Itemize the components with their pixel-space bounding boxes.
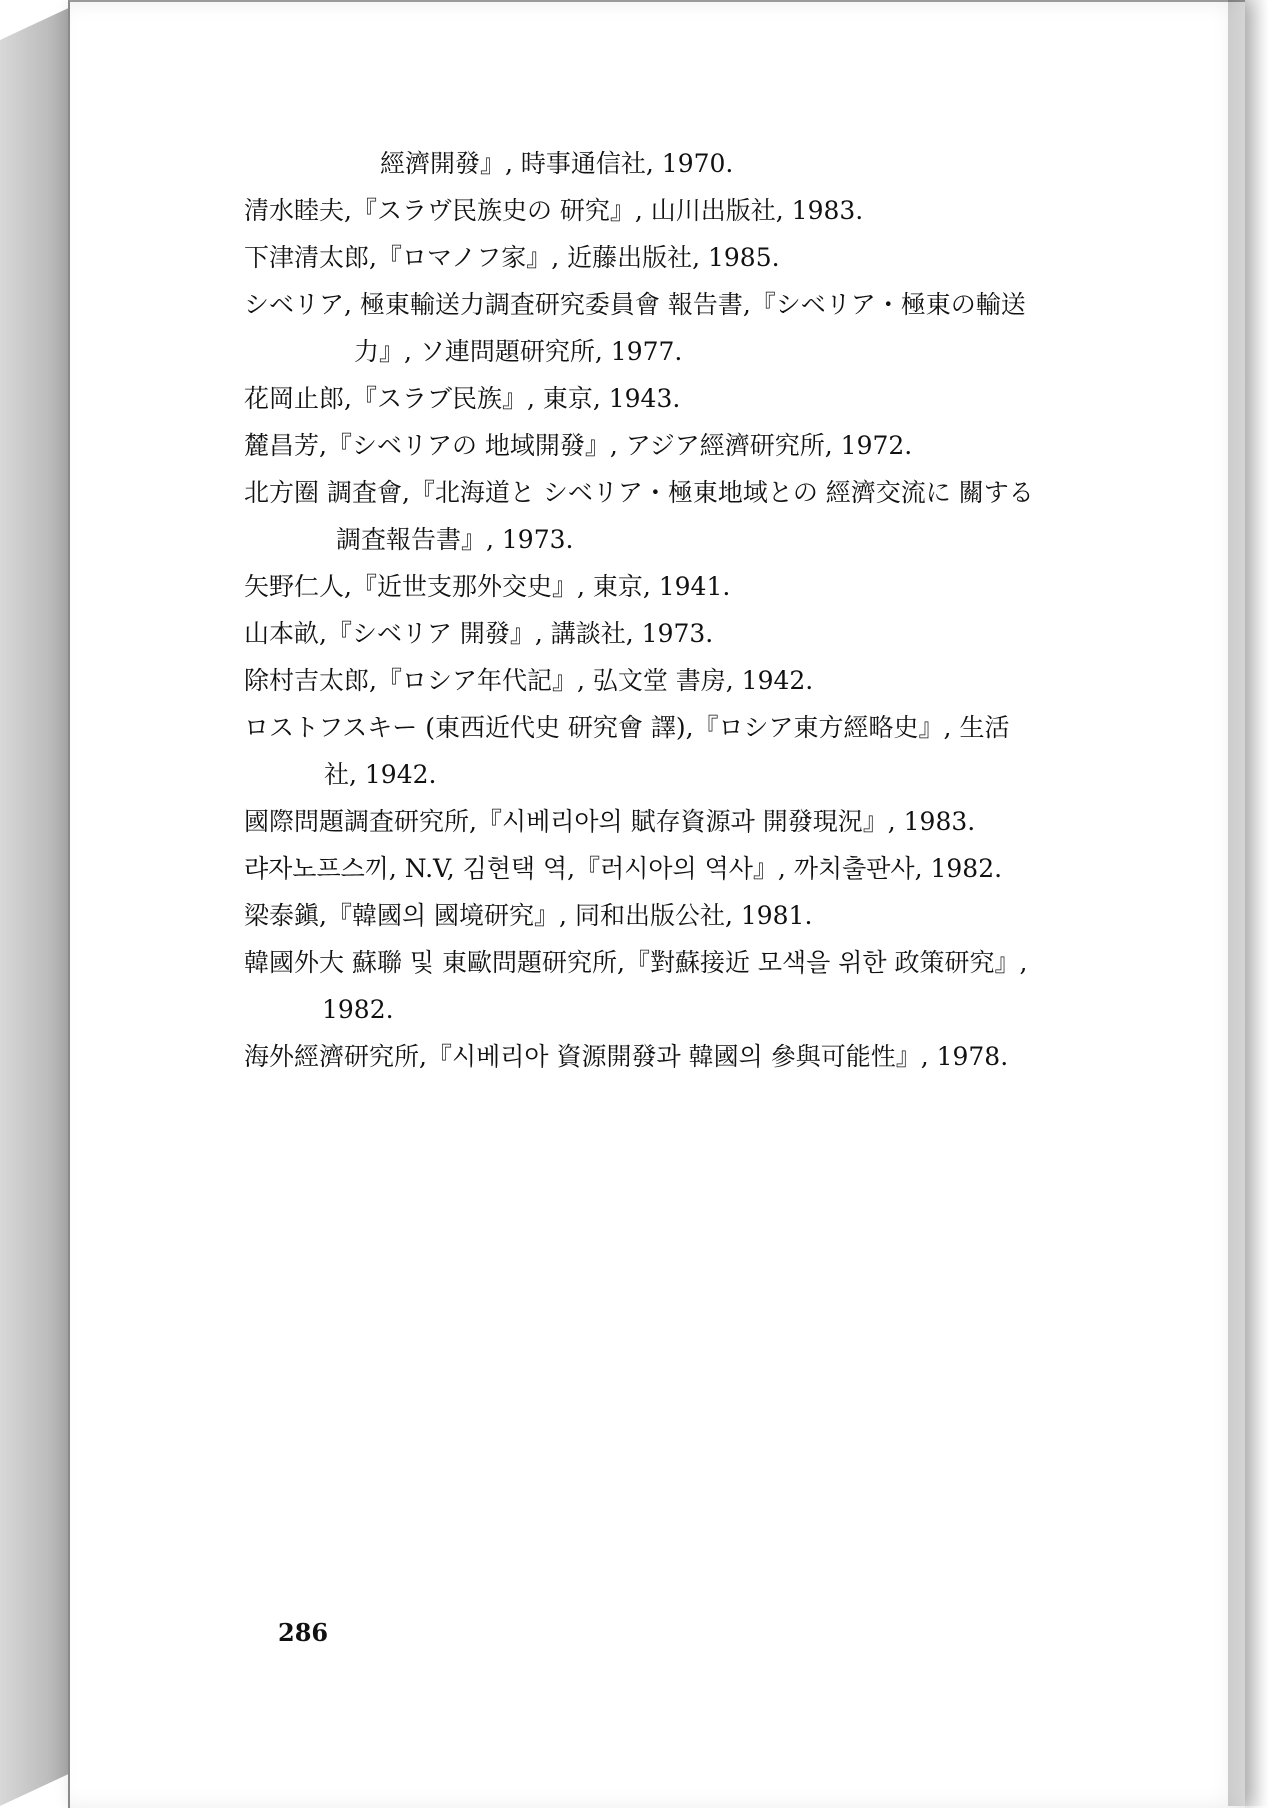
bibliography-entry — [244, 140, 1124, 187]
entry-text: 國際問題調査研究所,『시베리아의 賦存資源과 開發現況』, 1983. — [244, 807, 976, 836]
bibliography-list — [244, 140, 1124, 1080]
page-edge-shadow — [1228, 0, 1268, 1806]
entry-continuation: 1982. — [322, 995, 394, 1024]
entry-text: シベリア, 極東輸送力調査研究委員會 報告書,『シベリア・極東の輸送 — [244, 290, 1026, 319]
entry-text: 經濟開發』, 時事通信社, 1970. — [380, 149, 734, 178]
bibliography-entry — [244, 422, 1124, 469]
bibliography-entry — [244, 187, 1124, 234]
book-spine — [0, 7, 70, 1806]
entry-text: 麓昌芳,『シベリアの 地域開發』, アジア經濟研究所, 1972. — [244, 431, 913, 460]
entry-text: 랴자노프스끼, N.V, 김현택 역,『러시아의 역사』, 까치출판사, 1982. — [244, 854, 1003, 883]
entry-text: 矢野仁人,『近世支那外交史』, 東京, 1941. — [244, 572, 731, 601]
entry-continuation: 社, 1942. — [324, 760, 437, 789]
entry-continuation: 調査報告書』, 1973. — [336, 525, 574, 554]
bibliography-entry — [244, 375, 1124, 422]
bibliography-entry — [244, 469, 1124, 563]
bibliography-entry — [244, 704, 1124, 798]
entry-text: 海外經濟研究所,『시베리아 資源開發과 韓國의 參與可能性』, 1978. — [244, 1042, 1009, 1071]
entry-text: 下津清太郎,『ロマノフ家』, 近藤出版社, 1985. — [244, 243, 780, 272]
bibliography-entry — [244, 610, 1124, 657]
entry-text: 花岡止郎,『スラブ民族』, 東京, 1943. — [244, 384, 681, 413]
bibliography-entry — [244, 845, 1124, 892]
page-number: 286 — [278, 1618, 329, 1647]
bibliography-entry — [244, 892, 1124, 939]
entry-text: 北方圈 調査會,『北海道と シベリア・極東地域との 經濟交流に 關する — [244, 478, 1034, 507]
entry-text: 除村吉太郎,『ロシア年代記』, 弘文堂 書房, 1942. — [244, 666, 814, 695]
entry-text: ロストフスキー (東西近代史 研究會 譯),『ロシア東方經略史』, 生活 — [244, 713, 1010, 742]
entry-text: 山本畝,『シベリア 開發』, 講談社, 1973. — [244, 619, 714, 648]
bibliography-entry — [244, 234, 1124, 281]
bibliography-entry — [244, 281, 1124, 375]
entry-continuation: 力』, ソ連問題研究所, 1977. — [354, 337, 683, 366]
entry-text: 清水睦夫,『スラヴ民族史の 研究』, 山川出版社, 1983. — [244, 196, 864, 225]
entry-text: 梁泰鎭,『韓國의 國境研究』, 同和出版公社, 1981. — [244, 901, 813, 930]
bibliography-entry — [244, 798, 1124, 845]
bibliography-entry — [244, 1033, 1124, 1080]
entry-text: 韓國外大 蘇聯 및 東歐問題研究所,『對蘇接近 모색을 위한 政策研究』, — [244, 948, 1028, 977]
bibliography-entry — [244, 939, 1124, 1033]
bibliography-entry — [244, 563, 1124, 610]
bibliography-entry — [244, 657, 1124, 704]
